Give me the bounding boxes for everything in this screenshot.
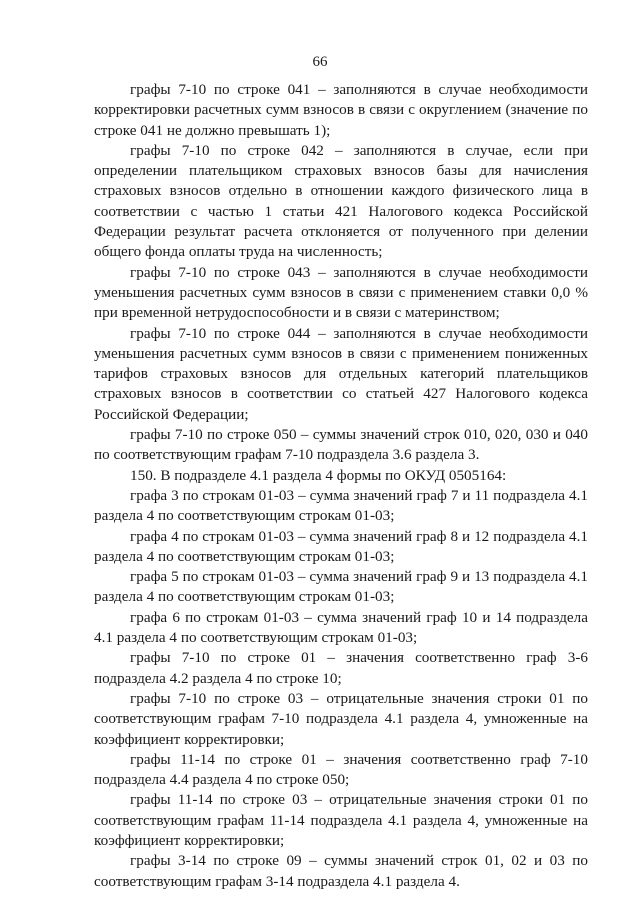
paragraph-5: графы 7-10 по строке 050 – суммы значений строк 010, 020, 030 и 040 по соответствующим графам 7-10 подраздела 3.6 раздела 3.: [94, 426, 588, 464]
paragraph-6: 150. В подразделе 4.1 раздела 4 формы по ОКУД 0505164:: [130, 466, 507, 484]
paragraph-13: графы 11-14 по строке 01 – значения соответственно граф 7-10 подраздела 4.4 раздела 4 по строке 050;: [94, 750, 588, 789]
paragraph-11: графы 7-10 по строке 01 – значения соответственно граф 3-6 подраздела 4.2 раздела 4 по строке 10;: [94, 649, 588, 687]
paragraph-10: графа 6 по строкам 01-03 – сумма значений граф 10 и 14 подраздела 4.1 раздела 4 по соответствующим строкам 01-03;: [94, 608, 588, 647]
paragraph-7: графа 3 по строкам 01-03 – сумма значений граф 7 и 11 подраздела 4.1 раздела 4 по соответствующим строкам 01-03;: [94, 486, 588, 525]
paragraph-8: графа 4 по строкам 01-03 – сумма значений граф 8 и 12 подраздела 4.1 раздела 4 по соответствующим строкам 01-03;: [94, 527, 588, 565]
paragraph-9: графа 5 по строкам 01-03 – сумма значений граф 9 и 13 подраздела 4.1 раздела 4 по соответствующим строкам 01-03;: [94, 568, 588, 606]
paragraph-14: графы 11-14 по строке 03 – отрицательные значения строки 01 по соответствующим графам 11-14 подраздела 4.1 раздела 4, умноженные на коэффициент корректировки;: [94, 791, 588, 849]
page-number: 66: [312, 54, 328, 70]
paragraph-1: графы 7-10 по строке 041 – заполняются в случае необходимости корректировки расчетных сумм взносов в связи с округлением (значение по строке 041 не должно превышать 1);: [94, 81, 588, 139]
document-body: [94, 80, 588, 892]
paragraph-4: графы 7-10 по строке 044 – заполняются в случае необходимости уменьшения расчетных сумм взносов в связи с применением пониженных тарифов страховых взносов для отдельных категорий плательщиков страховых взносов в соответствии со статьей 427 Налогового кодекса Российской Федерации;: [94, 324, 588, 423]
paragraph-15: графы 3-14 по строке 09 – суммы значений строк 01, 02 и 03 по соответствующим графам 3-14 подраздела 4.1 раздела 4.: [94, 852, 588, 890]
paragraph-2: графы 7-10 по строке 042 – заполняются в случае, если при определении плательщиком страховых взносов базы для начисления страховых взносов отдельно в отношении каждого физического лица в соответствии с частью 1 статьи 421 Налогового кодекса Российской Федерации результат расчета отклоняется от полученного при делении общего фонда оплаты труда на численность;: [94, 141, 588, 261]
paragraph-3: графы 7-10 по строке 043 – заполняются в случае необходимости уменьшения расчетных сумм взносов в связи с применением ставки 0,0 % при временной нетрудоспособности и в связи с материнством;: [94, 263, 588, 322]
paragraph-12: графы 7-10 по строке 03 – отрицательные значения строки 01 по соответствующим графам 7-10 подраздела 4.1 раздела 4, умноженные на коэффициент корректировки;: [94, 689, 588, 748]
